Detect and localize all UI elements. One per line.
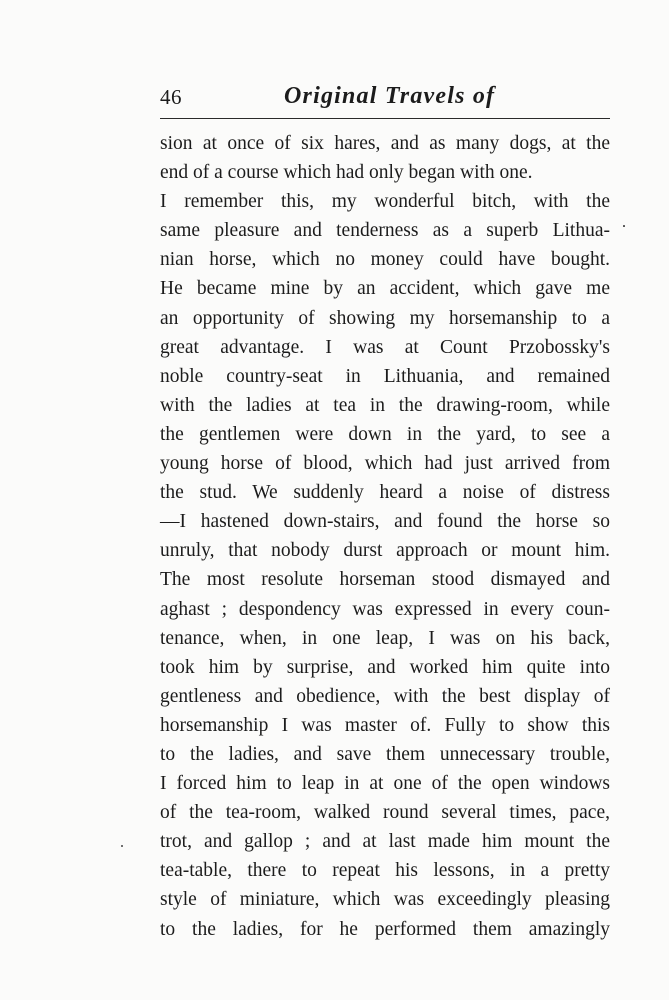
text-line: gentleness and obedience, with the best display of (160, 685, 610, 707)
running-title: Original Travels of (284, 83, 496, 109)
text-line: same pleasure and tenderness as a superb Lithua- (160, 220, 610, 242)
text-line: He became mine by an accident, which gave me (160, 278, 610, 300)
text-line: to the ladies, and save them unnecessary trouble, (160, 743, 610, 765)
text-line: tea-table, there to repeat his lessons, in a pretty (160, 860, 610, 882)
text-line: horsemanship I was master of. Fully to show this (160, 714, 610, 736)
text-line: style of miniature, which was exceedingly pleasing (160, 889, 610, 911)
text-line: —I hastened down-stairs, and found the horse so (160, 511, 610, 533)
text-line: to the ladies, for he performed them amazingly (160, 918, 610, 940)
body-text (160, 129, 610, 944)
text-line: aghast ; despondency was expressed in every coun- (160, 598, 610, 620)
running-head (160, 82, 610, 112)
text-line: with the ladies at tea in the drawing-room, while (160, 394, 610, 416)
text-line: end of a course which had only began with one. (160, 162, 533, 184)
text-line: tenance, when, in one leap, I was on his back, (160, 627, 610, 649)
text-line: I forced him to leap in at one of the open windows (160, 773, 610, 795)
text-line: sion at once of six hares, and as many dogs, at the (160, 133, 610, 154)
header-rule (160, 118, 610, 119)
text-line: noble country-seat in Lithuania, and remained (160, 365, 610, 387)
text-line: The most resolute horseman stood dismayed and (160, 569, 610, 591)
text-line: nian horse, which no money could have bought. (160, 249, 610, 271)
text-line: unruly, that nobody durst approach or mount him. (160, 540, 610, 562)
text-line: great advantage. I was at Count Przobossky's (160, 336, 610, 358)
print-speck (623, 225, 625, 227)
print-speck (121, 845, 123, 847)
text-line: trot, and gallop ; and at last made him mount the (160, 831, 610, 853)
text-line: the gentlemen were down in the yard, to see a (160, 423, 610, 445)
text-line: an opportunity of showing my horsemanship to a (160, 307, 610, 329)
text-line: young horse of blood, which had just arrived from (160, 453, 610, 475)
page-number: 46 (160, 85, 182, 109)
text-line: took him by surprise, and worked him quite into (160, 656, 610, 678)
text-line: I remember this, my wonderful bitch, with the (160, 191, 610, 213)
text-line: the stud. We suddenly heard a noise of distress (160, 482, 610, 504)
text-line: of the tea-room, walked round several times, pace, (160, 802, 610, 824)
